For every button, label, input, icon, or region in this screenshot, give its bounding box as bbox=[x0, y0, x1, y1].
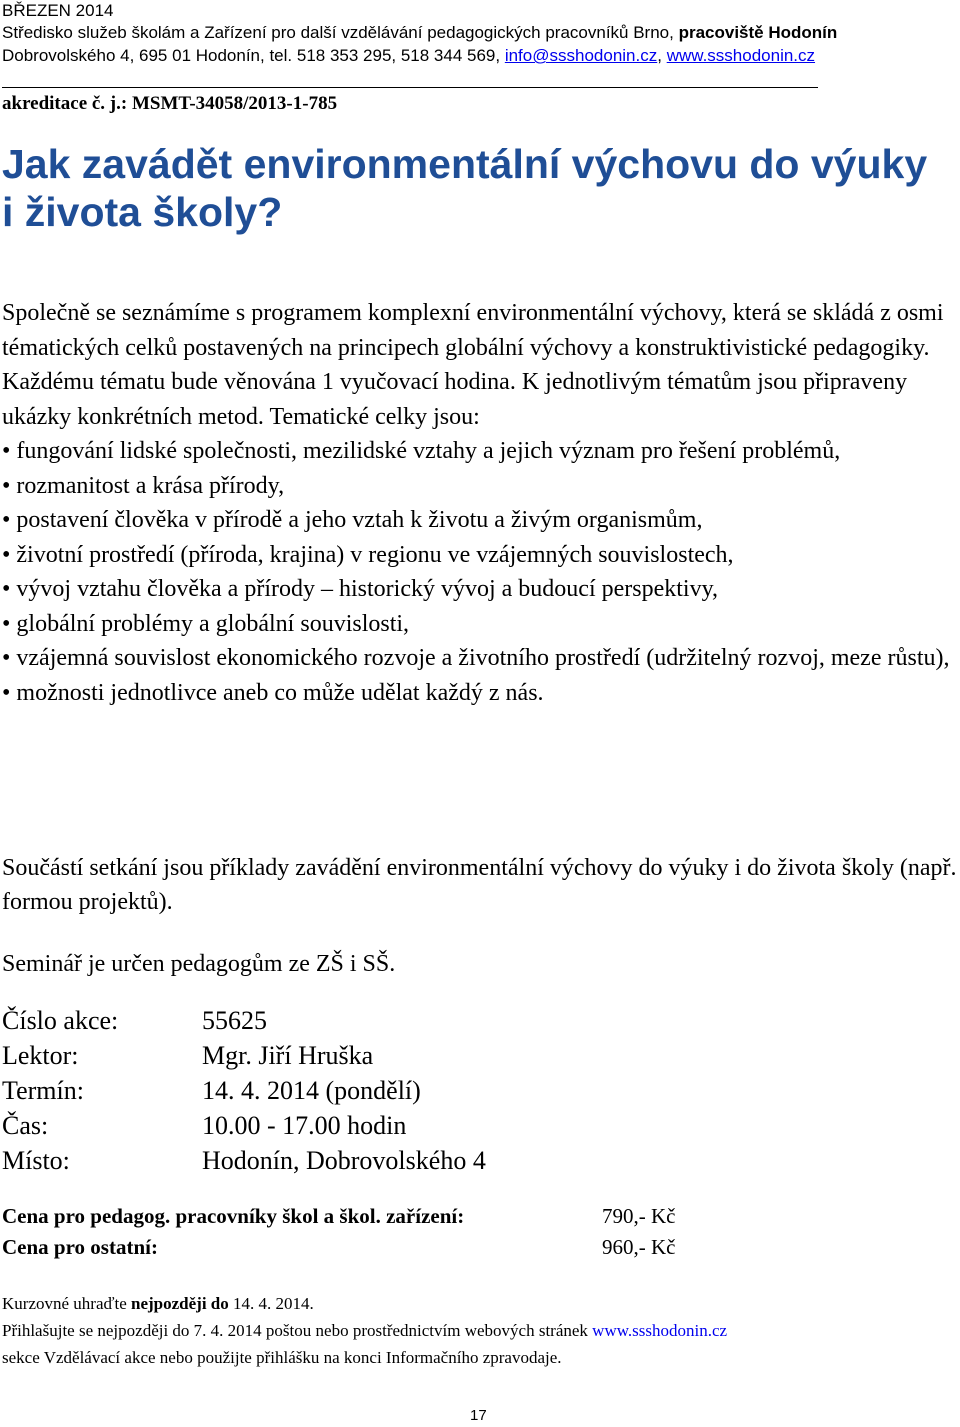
accreditation: akreditace č. j.: MSMT-34058/2013-1-785 bbox=[2, 93, 338, 114]
bullet: • bbox=[2, 541, 11, 568]
topic-text: rozmanitost a krása přírody, bbox=[16, 472, 285, 499]
topic-text: vzájemná souvislost ekonomického rozvoje a životního prostředí (udržitelný rozvoj, meze růstu), bbox=[16, 645, 950, 671]
detail-label: Termín: bbox=[2, 1076, 84, 1105]
payment-deadline-date: 14. 4. 2014. bbox=[228, 1294, 314, 1313]
topic-item bbox=[2, 538, 960, 573]
header-divider bbox=[2, 87, 818, 88]
bullet: • bbox=[2, 438, 11, 464]
header-separator: , bbox=[657, 46, 667, 65]
signup-note-line2: sekce Vzdělávací akce nebo použijte přihlášku na konci Informačního zpravodaje. bbox=[2, 1348, 562, 1367]
payment-deadline-emphasis: nejpozději do bbox=[131, 1294, 229, 1313]
topic-text: možnosti jednotlivce aneb co může udělat každý z nás. bbox=[16, 679, 544, 706]
detail-row bbox=[2, 1143, 486, 1178]
header-address bbox=[2, 45, 815, 67]
bullet: • bbox=[2, 507, 11, 533]
detail-value: Hodonín, Dobrovolského 4 bbox=[202, 1146, 486, 1175]
header-address-text: Dobrovolského 4, 695 01 Hodonín, tel. 518 353 295, 518 344 569, bbox=[2, 46, 505, 65]
audience-paragraph: Seminář je určen pedagogům ze ZŠ i SŠ. bbox=[2, 951, 396, 977]
price-label: Cena pro pedagog. pracovníky škol a škol. zařízení: bbox=[2, 1204, 465, 1228]
signup-website-link[interactable]: www.ssshodonin.cz bbox=[592, 1321, 728, 1340]
detail-label: Číslo akce: bbox=[2, 1006, 119, 1035]
price-row bbox=[2, 1232, 675, 1263]
topic-text: postavení člověka v přírodě a jeho vztah k životu a živým organismům, bbox=[16, 507, 703, 533]
topic-item bbox=[2, 469, 960, 504]
topic-text: vývoj vztahu člověka a přírody – historický vývoj a budoucí perspektivy, bbox=[16, 576, 719, 602]
topic-item bbox=[2, 676, 960, 711]
topic-text: globální problémy a globální souvislosti, bbox=[16, 610, 410, 637]
email-link[interactable]: info@ssshodonin.cz bbox=[504, 46, 658, 65]
event-details bbox=[2, 1003, 486, 1178]
detail-row bbox=[2, 1108, 486, 1143]
topic-item bbox=[2, 503, 960, 538]
website-link[interactable]: www.ssshodonin.cz bbox=[666, 46, 816, 65]
signup-note-text: Přihlašujte se nejpozději do 7. 4. 2014 poštou nebo prostřednictvím webových stránek bbox=[2, 1321, 593, 1340]
topic-item bbox=[2, 434, 960, 469]
detail-label: Čas: bbox=[2, 1111, 49, 1140]
topic-item bbox=[2, 607, 960, 642]
intro-paragraph: Společně se seznámíme s programem komplexní environmentální výchovy, která se skládá z osmi tématických celků postavených na principech globální výchovy a konstruktivistické pedagogiky. Každému tématu bude věnována 1 vyučovací hodina. K jednotlivým tématům jsou připraveny ukázky konkrétních metod. Tematické celky jsou: bbox=[2, 300, 944, 430]
detail-row bbox=[2, 1073, 486, 1108]
detail-value: 14. 4. 2014 (pondělí) bbox=[202, 1076, 421, 1105]
bullet: • bbox=[2, 472, 11, 499]
description bbox=[2, 296, 960, 710]
signup-note bbox=[2, 1317, 727, 1344]
price-list bbox=[2, 1201, 675, 1263]
topic-item bbox=[2, 641, 960, 676]
payment-note bbox=[2, 1290, 727, 1317]
header-month: BŘEZEN 2014 bbox=[2, 1, 114, 20]
page-title: Jak zavádět environmentální výchovu do výuky i života školy? bbox=[2, 141, 928, 235]
price-value: 790,- Kč bbox=[602, 1204, 676, 1228]
price-row bbox=[2, 1201, 675, 1232]
bullet: • bbox=[2, 645, 11, 671]
topic-text: fungování lidské společnosti, mezilidské vztahy a jejich význam pro řešení problémů, bbox=[16, 438, 841, 464]
examples-paragraph: Součástí setkání jsou příklady zavádění environmentální výchovy do výuky i do života školy (např. formou projektů). bbox=[2, 855, 957, 915]
header-branch: pracoviště Hodonín bbox=[678, 23, 838, 42]
registration-notes bbox=[2, 1290, 727, 1371]
payment-note-text: Kurzovné uhraďte bbox=[2, 1294, 131, 1313]
price-value: 960,- Kč bbox=[602, 1235, 676, 1259]
detail-value: 10.00 - 17.00 hodin bbox=[202, 1111, 407, 1140]
detail-value: Mgr. Jiří Hruška bbox=[202, 1041, 374, 1070]
topic-list bbox=[2, 434, 960, 710]
header-organization-text: Středisko služeb školám a Zařízení pro další vzdělávání pedagogických pracovníků Brno, bbox=[2, 23, 679, 42]
bullet: • bbox=[2, 576, 11, 602]
price-label: Cena pro ostatní: bbox=[2, 1235, 158, 1259]
detail-value: 55625 bbox=[202, 1006, 267, 1035]
detail-row bbox=[2, 1038, 486, 1073]
bullet: • bbox=[2, 679, 11, 706]
header-organization bbox=[2, 22, 837, 44]
bullet: • bbox=[2, 610, 11, 637]
page-number: 17 bbox=[470, 1407, 487, 1424]
topic-text: životní prostředí (příroda, krajina) v regionu ve vzájemných souvislostech, bbox=[16, 541, 734, 568]
topic-item bbox=[2, 572, 960, 607]
detail-label: Místo: bbox=[2, 1146, 70, 1175]
detail-row bbox=[2, 1003, 486, 1038]
detail-label: Lektor: bbox=[2, 1041, 79, 1070]
